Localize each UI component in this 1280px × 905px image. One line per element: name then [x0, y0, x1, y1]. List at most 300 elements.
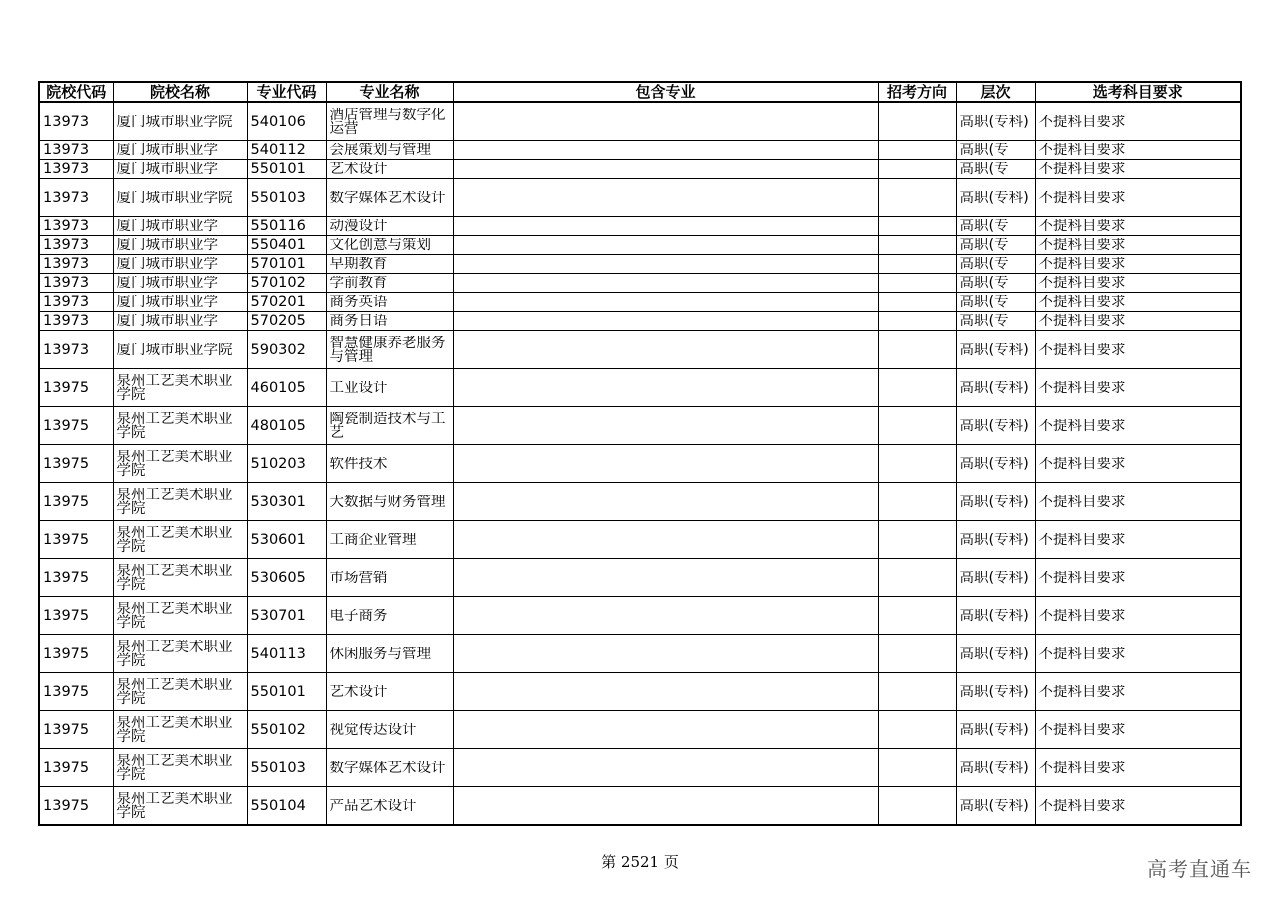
- cell-subject-requirement: [1035, 445, 1241, 483]
- cell-text: 530601: [250, 532, 306, 547]
- cell-text: 13975: [43, 570, 90, 585]
- cell-text: 不提科目要求: [1038, 342, 1126, 357]
- cell-direction: [878, 559, 956, 597]
- cell-school-name: [113, 331, 247, 369]
- cell-text: 530301: [250, 494, 306, 509]
- cell-school-name: [113, 597, 247, 635]
- cell-school-name: [113, 141, 247, 160]
- cell-text: 高职(专科): [959, 608, 1029, 623]
- cell-text: 艺术设计: [329, 684, 388, 699]
- cell-included-majors: [453, 711, 878, 749]
- table-row: [39, 483, 1241, 521]
- cell-included-majors: [453, 160, 878, 179]
- cell-text: 不提科目要求: [1038, 456, 1126, 471]
- cell-school-name: [113, 312, 247, 331]
- cell-text: 13975: [43, 380, 90, 395]
- cell-major-name: [326, 102, 453, 141]
- cell-school-name: [113, 483, 247, 521]
- cell-subject-requirement: [1035, 711, 1241, 749]
- cell-level: [956, 787, 1035, 826]
- cell-major-code: [247, 236, 326, 255]
- cell-included-majors: [453, 236, 878, 255]
- cell-school-code: [39, 369, 113, 407]
- cell-direction: [878, 179, 956, 217]
- cell-direction: [878, 217, 956, 236]
- cell-major-name: [326, 559, 453, 597]
- cell-text: 570205: [250, 314, 306, 328]
- cell-text: 泉州工艺美术职业学院: [116, 677, 233, 706]
- cell-included-majors: [453, 331, 878, 369]
- cell-included-majors: [453, 559, 878, 597]
- cell-direction: [878, 597, 956, 635]
- cell-text: 540112: [250, 143, 306, 157]
- cell-major-name: [326, 445, 453, 483]
- cell-text: 泉州工艺美术职业学院: [116, 487, 233, 516]
- cell-direction: [878, 331, 956, 369]
- cell-text: 13973: [43, 219, 90, 233]
- cell-direction: [878, 312, 956, 331]
- cell-included-majors: [453, 749, 878, 787]
- admission-table: [38, 81, 1242, 826]
- cell-school-code: [39, 141, 113, 160]
- table-row: [39, 236, 1241, 255]
- cell-text: 市场营销: [329, 570, 388, 585]
- cell-text: 软件技术: [329, 456, 388, 471]
- table-row: [39, 179, 1241, 217]
- cell-text: 不提科目要求: [1038, 494, 1126, 509]
- cell-text: 13975: [43, 798, 90, 813]
- cell-text: 570102: [250, 276, 306, 290]
- cell-direction: [878, 369, 956, 407]
- watermark-text: 高考直通车: [1147, 857, 1252, 881]
- cell-level: [956, 749, 1035, 787]
- cell-text: 高职(专: [959, 314, 1009, 328]
- cell-text: 550102: [250, 722, 306, 737]
- cell-subject-requirement: [1035, 673, 1241, 711]
- cell-school-code: [39, 236, 113, 255]
- cell-text: 540106: [250, 114, 306, 129]
- cell-text: 高职(专科): [959, 798, 1029, 813]
- cell-major-code: [247, 102, 326, 141]
- cell-text: 570201: [250, 295, 306, 309]
- cell-included-majors: [453, 369, 878, 407]
- cell-major-code: [247, 597, 326, 635]
- cell-major-name: [326, 331, 453, 369]
- table-row: [39, 521, 1241, 559]
- cell-level: [956, 597, 1035, 635]
- cell-level: [956, 711, 1035, 749]
- header-included-majors: 包含专业: [453, 82, 878, 102]
- cell-school-name: [113, 711, 247, 749]
- cell-direction: [878, 236, 956, 255]
- cell-direction: [878, 635, 956, 673]
- cell-text: 会展策划与管理: [329, 143, 431, 157]
- table-row: [39, 160, 1241, 179]
- cell-text: 13973: [43, 257, 90, 271]
- cell-text: 高职(专: [959, 219, 1009, 233]
- cell-school-name: [113, 445, 247, 483]
- cell-text: 大数据与财务管理: [329, 494, 446, 509]
- cell-subject-requirement: [1035, 274, 1241, 293]
- table-row: [39, 749, 1241, 787]
- cell-subject-requirement: [1035, 293, 1241, 312]
- table-row: [39, 711, 1241, 749]
- cell-text: 艺术设计: [329, 162, 388, 176]
- cell-text: 厦门城市职业学院: [116, 114, 233, 129]
- cell-major-name: [326, 217, 453, 236]
- cell-school-name: [113, 293, 247, 312]
- cell-level: [956, 331, 1035, 369]
- table-row: [39, 274, 1241, 293]
- cell-school-name: [113, 369, 247, 407]
- cell-direction: [878, 102, 956, 141]
- cell-subject-requirement: [1035, 559, 1241, 597]
- cell-text: 不提科目要求: [1038, 276, 1126, 290]
- cell-text: 休闲服务与管理: [329, 646, 431, 661]
- cell-school-code: [39, 749, 113, 787]
- cell-text: 泉州工艺美术职业学院: [116, 753, 233, 782]
- cell-text: 电子商务: [329, 608, 388, 623]
- cell-text: 570101: [250, 257, 306, 271]
- cell-school-code: [39, 711, 113, 749]
- cell-direction: [878, 160, 956, 179]
- cell-text: 540113: [250, 646, 306, 661]
- cell-text: 13973: [43, 276, 90, 290]
- cell-text: 不提科目要求: [1038, 608, 1126, 623]
- cell-major-name: [326, 635, 453, 673]
- cell-text: 厦门城市职业学: [116, 162, 218, 176]
- cell-included-majors: [453, 673, 878, 711]
- cell-text: 530605: [250, 570, 306, 585]
- cell-school-code: [39, 597, 113, 635]
- cell-subject-requirement: [1035, 787, 1241, 826]
- header-level: 层次: [956, 82, 1035, 102]
- table-row: [39, 559, 1241, 597]
- cell-level: [956, 179, 1035, 217]
- cell-text: 视觉传达设计: [329, 722, 417, 737]
- cell-subject-requirement: [1035, 483, 1241, 521]
- cell-school-name: [113, 236, 247, 255]
- cell-text: 550116: [250, 219, 306, 233]
- cell-text: 550104: [250, 798, 306, 813]
- cell-major-name: [326, 787, 453, 826]
- table-row: [39, 407, 1241, 445]
- cell-level: [956, 160, 1035, 179]
- cell-text: 550101: [250, 162, 306, 176]
- cell-text: 13973: [43, 114, 90, 129]
- cell-subject-requirement: [1035, 312, 1241, 331]
- cell-text: 不提科目要求: [1038, 162, 1126, 176]
- cell-included-majors: [453, 255, 878, 274]
- cell-major-code: [247, 369, 326, 407]
- cell-text: 不提科目要求: [1038, 760, 1126, 775]
- cell-text: 不提科目要求: [1038, 238, 1126, 252]
- table-row: [39, 445, 1241, 483]
- cell-text: 高职(专科): [959, 646, 1029, 661]
- cell-text: 厦门城市职业学: [116, 238, 218, 252]
- cell-level: [956, 521, 1035, 559]
- cell-direction: [878, 787, 956, 826]
- cell-text: 文化创意与策划: [329, 238, 431, 252]
- cell-text: 厦门城市职业学: [116, 257, 218, 271]
- cell-text: 13975: [43, 722, 90, 737]
- cell-text: 高职(专科): [959, 342, 1029, 357]
- cell-direction: [878, 293, 956, 312]
- cell-major-code: [247, 312, 326, 331]
- cell-text: 厦门城市职业学: [116, 219, 218, 233]
- table-row: [39, 217, 1241, 236]
- cell-text: 550103: [250, 190, 306, 205]
- cell-included-majors: [453, 787, 878, 826]
- cell-text: 13973: [43, 295, 90, 309]
- cell-text: 13975: [43, 684, 90, 699]
- cell-school-name: [113, 749, 247, 787]
- cell-school-code: [39, 179, 113, 217]
- cell-school-code: [39, 407, 113, 445]
- cell-level: [956, 236, 1035, 255]
- cell-direction: [878, 407, 956, 445]
- cell-direction: [878, 445, 956, 483]
- table-row: [39, 293, 1241, 312]
- cell-school-code: [39, 102, 113, 141]
- cell-direction: [878, 483, 956, 521]
- cell-level: [956, 407, 1035, 445]
- cell-major-name: [326, 483, 453, 521]
- cell-subject-requirement: [1035, 749, 1241, 787]
- cell-major-name: [326, 673, 453, 711]
- cell-direction: [878, 521, 956, 559]
- cell-direction: [878, 255, 956, 274]
- cell-text: 高职(专科): [959, 722, 1029, 737]
- cell-text: 厦门城市职业学院: [116, 342, 233, 357]
- cell-school-name: [113, 274, 247, 293]
- cell-school-code: [39, 445, 113, 483]
- cell-major-code: [247, 787, 326, 826]
- cell-school-name: [113, 521, 247, 559]
- cell-text: 泉州工艺美术职业学院: [116, 791, 233, 820]
- cell-major-name: [326, 274, 453, 293]
- cell-school-code: [39, 274, 113, 293]
- cell-school-code: [39, 559, 113, 597]
- cell-text: 530701: [250, 608, 306, 623]
- cell-major-name: [326, 141, 453, 160]
- cell-text: 13973: [43, 342, 90, 357]
- header-major-code: 专业代码: [247, 82, 326, 102]
- cell-text: 高职(专科): [959, 190, 1029, 205]
- cell-text: 泉州工艺美术职业学院: [116, 525, 233, 554]
- cell-text: 不提科目要求: [1038, 295, 1126, 309]
- cell-level: [956, 293, 1035, 312]
- table-row: [39, 597, 1241, 635]
- cell-text: 不提科目要求: [1038, 722, 1126, 737]
- cell-text: 高职(专: [959, 276, 1009, 290]
- header-direction: 招考方向: [878, 82, 956, 102]
- cell-text: 550101: [250, 684, 306, 699]
- cell-included-majors: [453, 179, 878, 217]
- cell-text: 泉州工艺美术职业学院: [116, 563, 233, 592]
- cell-level: [956, 673, 1035, 711]
- cell-included-majors: [453, 407, 878, 445]
- cell-major-code: [247, 559, 326, 597]
- cell-text: 高职(专: [959, 162, 1009, 176]
- cell-major-code: [247, 160, 326, 179]
- cell-text: 高职(专: [959, 257, 1009, 271]
- cell-major-code: [247, 673, 326, 711]
- cell-text: 早期教育: [329, 257, 388, 271]
- cell-text: 高职(专: [959, 295, 1009, 309]
- cell-text: 13973: [43, 238, 90, 252]
- cell-school-name: [113, 102, 247, 141]
- cell-direction: [878, 274, 956, 293]
- cell-text: 460105: [250, 380, 306, 395]
- cell-text: 13973: [43, 162, 90, 176]
- cell-school-code: [39, 217, 113, 236]
- cell-included-majors: [453, 312, 878, 331]
- cell-major-name: [326, 293, 453, 312]
- cell-included-majors: [453, 597, 878, 635]
- cell-text: 泉州工艺美术职业学院: [116, 373, 233, 402]
- cell-school-name: [113, 635, 247, 673]
- table-row: [39, 312, 1241, 331]
- cell-text: 13975: [43, 494, 90, 509]
- cell-major-name: [326, 711, 453, 749]
- cell-major-code: [247, 255, 326, 274]
- cell-school-code: [39, 635, 113, 673]
- cell-major-code: [247, 293, 326, 312]
- header-school-code: 院校代码: [39, 82, 113, 102]
- cell-included-majors: [453, 445, 878, 483]
- cell-major-name: [326, 179, 453, 217]
- cell-text: 13973: [43, 314, 90, 328]
- cell-level: [956, 141, 1035, 160]
- cell-text: 不提科目要求: [1038, 190, 1126, 205]
- table-row: [39, 673, 1241, 711]
- cell-subject-requirement: [1035, 217, 1241, 236]
- cell-subject-requirement: [1035, 160, 1241, 179]
- cell-text: 厦门城市职业学院: [116, 190, 233, 205]
- cell-text: 厦门城市职业学: [116, 295, 218, 309]
- cell-level: [956, 483, 1035, 521]
- cell-text: 高职(专科): [959, 114, 1029, 129]
- cell-level: [956, 217, 1035, 236]
- cell-text: 不提科目要求: [1038, 380, 1126, 395]
- cell-school-name: [113, 673, 247, 711]
- cell-subject-requirement: [1035, 331, 1241, 369]
- cell-included-majors: [453, 102, 878, 141]
- cell-text: 550401: [250, 238, 306, 252]
- cell-school-name: [113, 160, 247, 179]
- cell-major-code: [247, 179, 326, 217]
- table-row: [39, 369, 1241, 407]
- cell-major-name: [326, 312, 453, 331]
- cell-major-code: [247, 141, 326, 160]
- cell-text: 590302: [250, 342, 306, 357]
- cell-major-code: [247, 274, 326, 293]
- cell-subject-requirement: [1035, 236, 1241, 255]
- cell-direction: [878, 749, 956, 787]
- cell-text: 不提科目要求: [1038, 418, 1126, 433]
- cell-text: 商务日语: [329, 314, 388, 328]
- cell-text: 不提科目要求: [1038, 532, 1126, 547]
- cell-text: 不提科目要求: [1038, 570, 1126, 585]
- cell-text: 高职(专科): [959, 456, 1029, 471]
- table-row: [39, 102, 1241, 141]
- cell-school-code: [39, 483, 113, 521]
- cell-school-name: [113, 217, 247, 236]
- cell-text: 不提科目要求: [1038, 314, 1126, 328]
- table-row: [39, 331, 1241, 369]
- cell-direction: [878, 711, 956, 749]
- cell-school-name: [113, 559, 247, 597]
- cell-included-majors: [453, 483, 878, 521]
- cell-text: 厦门城市职业学: [116, 314, 218, 328]
- cell-included-majors: [453, 274, 878, 293]
- cell-major-name: [326, 521, 453, 559]
- cell-text: 不提科目要求: [1038, 257, 1126, 271]
- cell-level: [956, 369, 1035, 407]
- cell-subject-requirement: [1035, 521, 1241, 559]
- cell-text: 13973: [43, 190, 90, 205]
- cell-major-code: [247, 711, 326, 749]
- cell-text: 智慧健康养老服务与管理: [329, 335, 446, 364]
- cell-text: 不提科目要求: [1038, 798, 1126, 813]
- cell-text: 商务英语: [329, 295, 388, 309]
- cell-text: 泉州工艺美术职业学院: [116, 639, 233, 668]
- cell-text: 13975: [43, 646, 90, 661]
- cell-text: 不提科目要求: [1038, 684, 1126, 699]
- cell-text: 高职(专科): [959, 570, 1029, 585]
- cell-major-name: [326, 236, 453, 255]
- cell-text: 13975: [43, 418, 90, 433]
- cell-major-name: [326, 255, 453, 274]
- cell-included-majors: [453, 217, 878, 236]
- cell-text: 高职(专科): [959, 684, 1029, 699]
- cell-text: 动漫设计: [329, 219, 388, 233]
- table-row: [39, 635, 1241, 673]
- page-number: 第 2521 页: [601, 853, 679, 871]
- header-school-name: 院校名称: [113, 82, 247, 102]
- cell-subject-requirement: [1035, 597, 1241, 635]
- table-header-row: [39, 82, 1241, 102]
- cell-subject-requirement: [1035, 407, 1241, 445]
- cell-major-code: [247, 483, 326, 521]
- cell-text: 不提科目要求: [1038, 219, 1126, 233]
- cell-text: 不提科目要求: [1038, 143, 1126, 157]
- cell-major-code: [247, 445, 326, 483]
- cell-school-name: [113, 407, 247, 445]
- cell-text: 泉州工艺美术职业学院: [116, 411, 233, 440]
- cell-school-code: [39, 673, 113, 711]
- cell-text: 高职(专科): [959, 418, 1029, 433]
- header-major-name: 专业名称: [326, 82, 453, 102]
- cell-text: 泉州工艺美术职业学院: [116, 601, 233, 630]
- cell-subject-requirement: [1035, 102, 1241, 141]
- cell-text: 480105: [250, 418, 306, 433]
- cell-major-name: [326, 597, 453, 635]
- cell-text: 550103: [250, 760, 306, 775]
- cell-text: 厦门城市职业学: [116, 276, 218, 290]
- cell-school-code: [39, 331, 113, 369]
- cell-text: 泉州工艺美术职业学院: [116, 449, 233, 478]
- cell-included-majors: [453, 521, 878, 559]
- cell-level: [956, 635, 1035, 673]
- table-row: [39, 787, 1241, 826]
- cell-text: 不提科目要求: [1038, 646, 1126, 661]
- cell-school-code: [39, 293, 113, 312]
- cell-text: 工商企业管理: [329, 532, 417, 547]
- cell-major-name: [326, 407, 453, 445]
- cell-included-majors: [453, 141, 878, 160]
